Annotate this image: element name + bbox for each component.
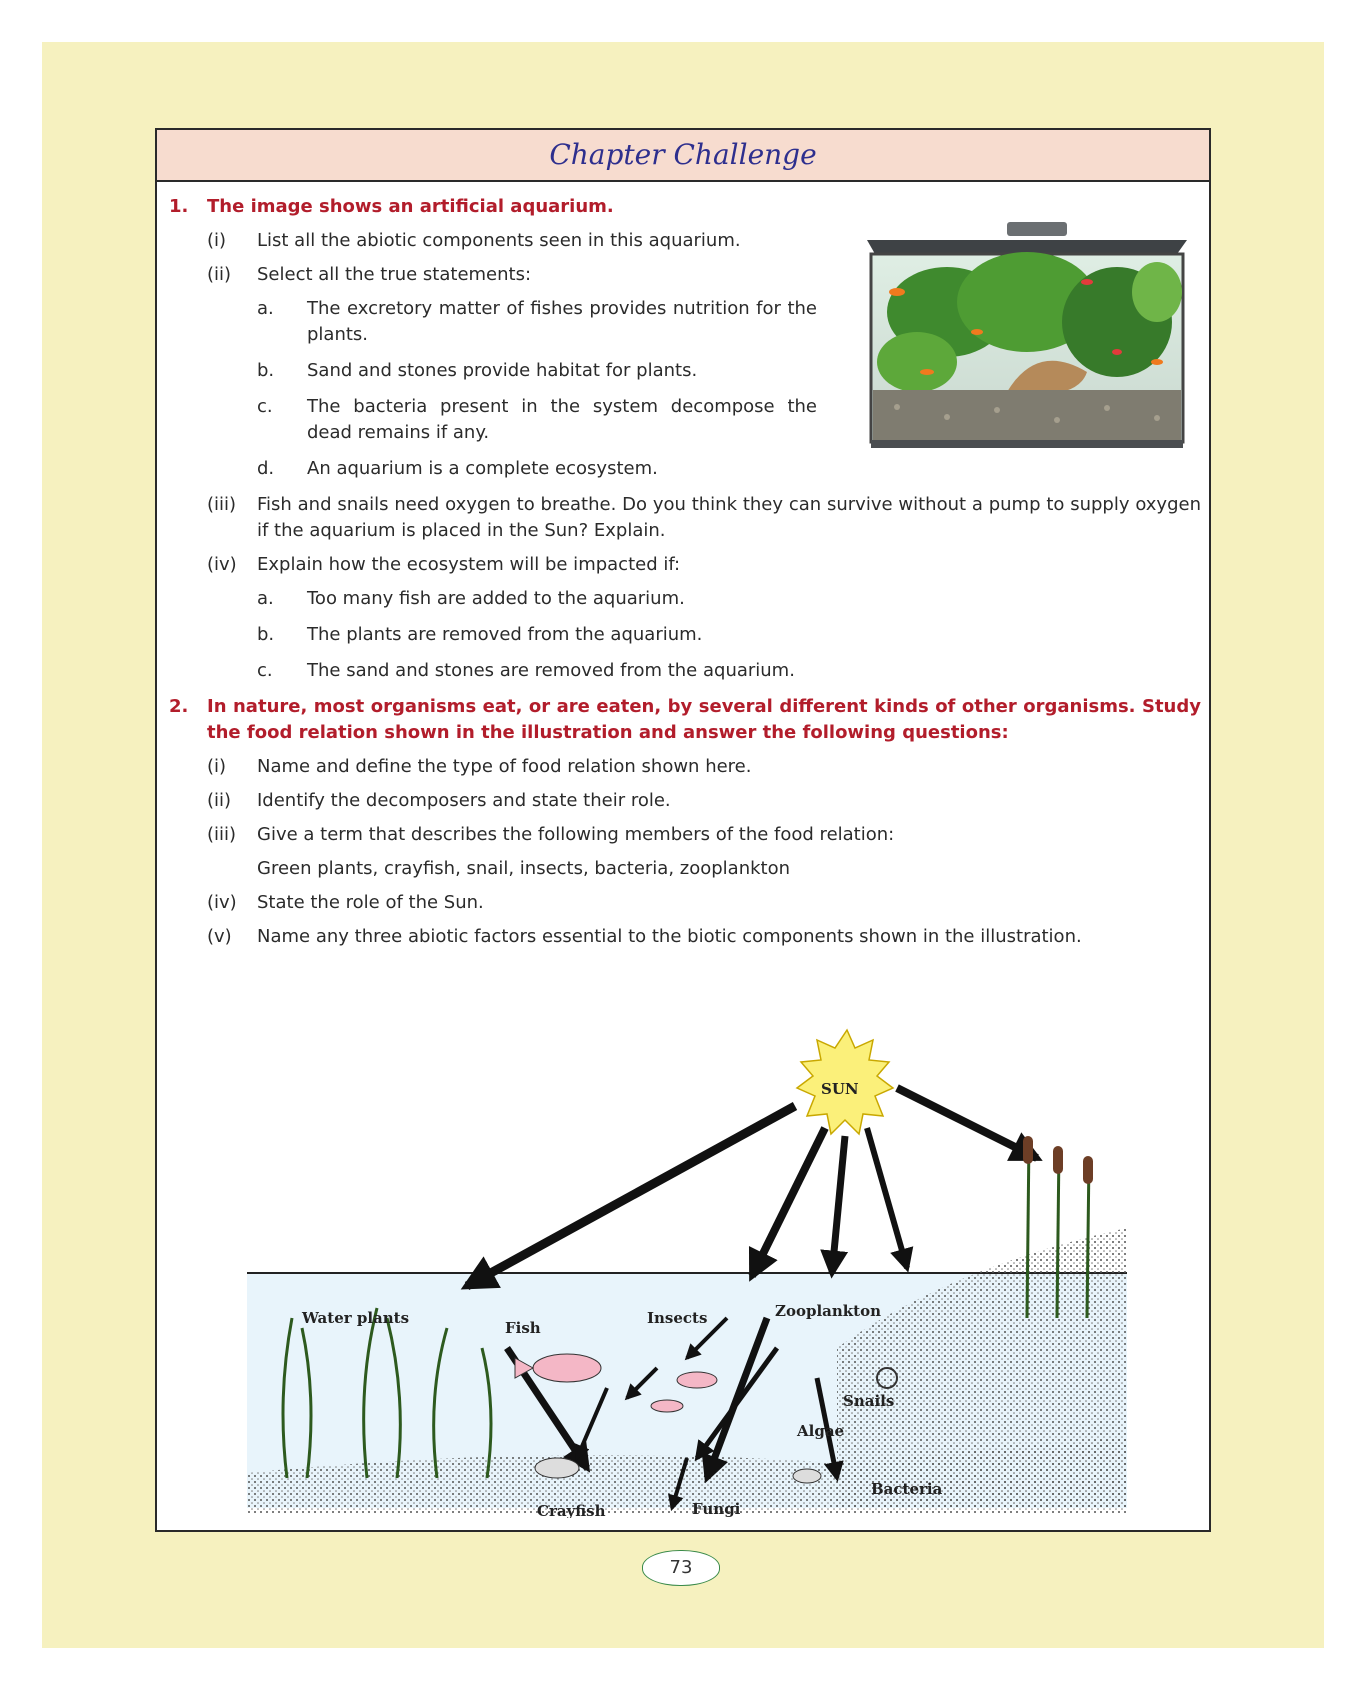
statement-text: An aquarium is a complete ecosystem.	[307, 458, 658, 479]
sun-label: SUN	[821, 1080, 859, 1098]
fungi-label: Fungi	[692, 1500, 741, 1518]
statement-letter: c.	[257, 396, 273, 417]
page-number: 73	[642, 1550, 720, 1586]
snails-label: Snails	[843, 1392, 895, 1410]
question-item	[207, 856, 1201, 882]
panel-header	[157, 130, 1209, 182]
algae-icon	[793, 1469, 821, 1483]
item-text: Fish and snails need oxygen to breathe. Do you think they can survive without a pump to supply oxygen if the aquarium is placed in the Sun? Explain.	[257, 494, 1201, 541]
item-text: Explain how the ecosystem will be impacted if:	[257, 554, 681, 575]
option-letter: a.	[257, 588, 274, 609]
water-plants-label: Water plants	[302, 1309, 410, 1327]
crayfish-label: Crayfish	[537, 1502, 606, 1518]
impact-option	[257, 586, 1201, 612]
question-text: In nature, most organisms eat, or are eaten, by several different kinds of other organisms. Study the food relation shown in the illustration and answer the following questions:	[207, 696, 1201, 743]
aquarium-image	[857, 222, 1197, 462]
question-2	[169, 694, 1201, 746]
fish-label: Fish	[505, 1319, 541, 1337]
algae-label: Algae	[797, 1422, 845, 1440]
item-number: (ii)	[207, 790, 232, 811]
statement-letter: a.	[257, 298, 274, 319]
statement-letter: d.	[257, 458, 275, 479]
item-text: Green plants, crayfish, snail, insects, bacteria, zooplankton	[257, 858, 791, 879]
question-item	[207, 822, 1201, 848]
item-number: (iv)	[207, 554, 237, 575]
question-1	[169, 194, 1201, 220]
option-letter: c.	[257, 660, 273, 681]
statement-text: Sand and stones provide habitat for plants.	[307, 360, 698, 381]
zooplankton-label: Zooplankton	[775, 1302, 882, 1320]
impact-option	[257, 622, 1201, 648]
statement-text: The excretory matter of fishes provides nutrition for the plants.	[307, 298, 817, 345]
question-text: The image shows an artificial aquarium.	[207, 196, 614, 217]
chapter-challenge-panel	[155, 128, 1211, 1532]
statement-letter: b.	[257, 360, 275, 381]
item-number: (i)	[207, 756, 227, 777]
item-text: Select all the true statements:	[257, 264, 532, 285]
insects-label: Insects	[647, 1309, 708, 1327]
option-letter: b.	[257, 624, 275, 645]
item-number: (iii)	[207, 494, 237, 515]
option-text: Too many fish are added to the aquarium.	[307, 588, 685, 609]
item-text: Name any three abiotic factors essential to the biotic components shown in the illustration.	[257, 926, 1082, 947]
item-number	[207, 856, 257, 882]
option-text: The sand and stones are removed from the aquarium.	[307, 660, 795, 681]
question-number: 2.	[169, 696, 189, 717]
question-number: 1.	[169, 196, 189, 217]
option-text: The plants are removed from the aquarium.	[307, 624, 703, 645]
question-item	[207, 552, 1201, 578]
item-number: (i)	[207, 230, 227, 251]
statement	[257, 456, 817, 482]
question-item	[207, 890, 1201, 916]
statement-text: The bacteria present in the system decompose the dead remains if any.	[307, 396, 817, 443]
item-text: List all the abiotic components seen in this aquarium.	[257, 230, 741, 251]
item-text: Name and define the type of food relation shown here.	[257, 756, 752, 777]
item-number: (iv)	[207, 892, 237, 913]
question-item	[207, 788, 1201, 814]
item-text: State the role of the Sun.	[257, 892, 484, 913]
panel-content	[157, 182, 1209, 950]
impact-option	[257, 658, 1201, 684]
sun-icon	[797, 1030, 893, 1134]
page-title: Chapter Challenge	[549, 138, 817, 171]
question-item	[207, 924, 1201, 950]
question-item	[207, 492, 1201, 544]
question-item	[207, 754, 1201, 780]
crayfish-icon	[535, 1458, 579, 1478]
statement	[257, 394, 817, 446]
statement	[257, 358, 817, 384]
item-number: (v)	[207, 926, 232, 947]
item-text: Identify the decomposers and state their role.	[257, 790, 671, 811]
item-text: Give a term that describes the following members of the food relation:	[257, 824, 895, 845]
item-number: (ii)	[207, 264, 232, 285]
bacteria-label: Bacteria	[871, 1480, 943, 1498]
food-web-illustration	[247, 1018, 1127, 1518]
statement	[257, 296, 817, 348]
item-number: (iii)	[207, 824, 237, 845]
